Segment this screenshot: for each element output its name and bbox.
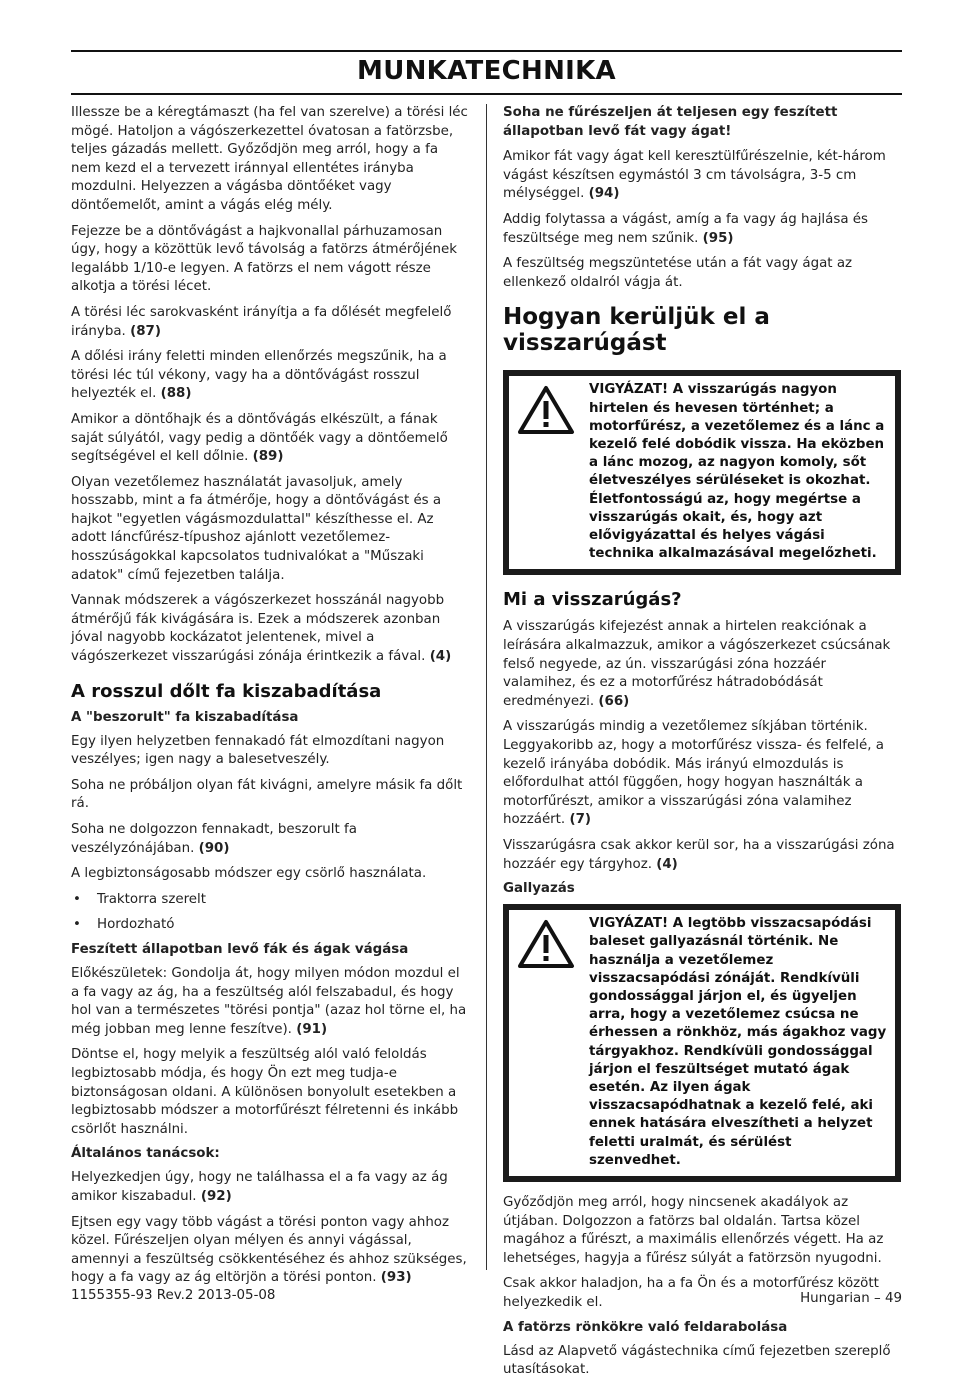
right-column	[503, 104, 901, 1387]
paragraph: A feszültség megszüntetése után a fát vagy ágat az ellenkező oldalról vágja át.	[503, 256, 853, 290]
figure-ref: (89)	[252, 449, 284, 465]
warning-text: VIGYÁZAT! A visszarúgás nagyon hirtelen és hevesen történhet; a motorfűrész, a vezetőlemez és a lánc a kezelő felé dobódik vissza. Ha eközben a lánc mozog, az nagyon komoly, sőt életveszélyes sérüléseket is okozhat. Életfontosságú az, hogy megértse a visszarúgás okait, és, hogy azt elővigyázattal és helyes vágási technika alkalmazásával megelőzheti.	[589, 382, 885, 562]
section-heading: A rosszul dőlt fa kiszabadítása	[71, 680, 382, 702]
main-heading: Hogyan kerüljük el a visszarúgást	[503, 304, 770, 357]
bullet-list	[71, 891, 469, 935]
paragraph: Visszarúgásra csak akkor kerül sor, ha a visszarúgási zóna hozzáér egy tárgyhoz. (4)	[503, 837, 895, 872]
figure-ref: (66)	[598, 693, 630, 709]
figure-ref: (91)	[296, 1021, 328, 1037]
paragraph: A visszarúgás mindig a vezetőlemez síkjában történik. Leggyakoribb az, hogy a motorfűrész vissza- és felfelé, a kezelő irányába dobódik. Más irányú elmozdulás is előfordulhat attól függően, hogy hogyan használták a motorfűrészt, amikor a visszarúgási zóna valamihez hozzáért. (7)	[503, 719, 884, 828]
figure-ref: (92)	[200, 1188, 232, 1204]
subsection-heading: Általános tanácsok:	[71, 1146, 220, 1162]
paragraph: Olyan vezetőlemez használatát javasoljuk, amely hosszabb, mint a fa átmérője, hogy a döntővágást és a hajkot "egyetlen vágásmozdulattal" készíthesse el. Az adott láncfűrész-típushoz ajánlott vezetőlemez-hosszúságokkal kapcsolatos tudnivalókat a "Műszaki adatok" című fejezetben találja.	[71, 474, 442, 583]
header-rule-top	[71, 50, 902, 52]
footer-doc-id: 1155355-93 Rev.2 2013-05-08	[71, 1288, 276, 1303]
paragraph: Soha ne próbáljon olyan fát kivágni, amelyre másik fa dőlt rá.	[71, 777, 463, 812]
figure-ref: (87)	[130, 323, 161, 339]
warning-text: VIGYÁZAT! A legtöbb visszacsapódási baleset gallyazásnál történik. Ne használja a vezetőlemez visszacsapódási zónáját. Rendkívüli gondossággal járjon el, és ügyeljen arra, hogy a vezetőlemez csúcsa ne érhessen a rönkhöz, más ágakhoz vagy tárgyakhoz. Rendkívüli gondossággal járjon el feszültséget mutató ágak esetén. Az ilyen ágak visszacsapódhatnak a kezelő felé, aki ennek hatására elveszítheti a helyzet feletti uralmát, és sérülést szenvedhet.	[589, 916, 887, 1168]
column-divider	[486, 104, 487, 1270]
paragraph: Illessze be a kéregtámaszt (ha fel van szerelve) a törési léc mögé. Hatoljon a vágószerkezettel óvatosan a fatörzsbe, teljes gázadás mellett. Győződjön meg arról, hogy a fa nem kezd el a tervezett iránnyal ellentétes irányba mozdulni. Helyezzen a vágásba döntőéket vagy döntőemelőt, amint a vágás elég mély.	[71, 105, 468, 213]
footer-page-info: Hungarian – 49	[800, 1291, 902, 1306]
paragraph: A visszarúgás kifejezést annak a hirtelen reakciónak a leírására alkalmazzuk, amikor a vágószerkezet csúcsának felső negyede, az ún. visszarúgási zóna hozzáér valamihez, és ez a motorfűrész hátradobódását eredményezi. (66)	[503, 619, 891, 709]
paragraph: Döntse el, hogy melyik a feszültség alól való feloldás legbiztosabb módja, és hogy Ön ezt meg tudja-e biztonságosan oldani. A különösen bonyolult esetekben a legbiztosabb módszer a motorfűrészt félretenni és inkább csörlőt használni.	[71, 1047, 459, 1137]
section-heading: Mi a visszarúgás?	[503, 589, 682, 611]
paragraph: Fejezze be a döntővágást a hajkvonallal párhuzamosan úgy, hogy a közöttük levő távolság a fatörzs átmérőjének legalább 1/10-e legyen. A fatörzs el nem vágott része alkotja a törési lécet.	[71, 223, 457, 295]
subsection-heading: A "beszorult" fa kiszabadítása	[71, 709, 299, 725]
figure-ref: (93)	[380, 1270, 412, 1286]
page-title: MUNKATECHNIKA	[357, 56, 616, 86]
list-item: • Traktorra szerelt	[71, 891, 469, 910]
header-rule-bottom	[71, 93, 902, 95]
list-item: • Hordozható	[71, 916, 469, 935]
figure-ref: (88)	[160, 386, 192, 402]
subsection-heading: A fatörzs rönkökre való feldarabolása	[503, 1319, 788, 1335]
warning-triangle-icon	[517, 915, 589, 1170]
figure-ref: (7)	[569, 812, 592, 828]
paragraph: A törési léc sarokvasként irányítja a fa dőlését megfelelő irányba. (87)	[71, 304, 452, 339]
left-column	[71, 104, 469, 1295]
figure-ref: (90)	[198, 840, 230, 856]
warning-triangle-icon	[517, 381, 589, 563]
paragraph: Győződjön meg arról, hogy nincsenek akadályok az útjában. Dolgozzon a fatörzs bal oldalán. Tartsa közel magához a fűrészt, a maximális ellenőrzés végett. Ha az lehetséges, hagyja a fűrész súlyát a fatörzsön nyugodni.	[503, 1194, 884, 1266]
paragraph: Előkészületek: Gondolja át, hogy milyen módon mozdul el a fa vagy az ág, ha a feszültség alól felszabadul, és hogy hol van a természetes "törési pontja" (azaz hol törne el, ha még jobban meg lenne feszítve). (91)	[71, 965, 467, 1037]
paragraph: Lásd az Alapvető vágástechnika című fejezetben szereplő utasításokat.	[503, 1343, 891, 1378]
paragraph: A legbiztonságosabb módszer egy csörlő használata.	[71, 866, 427, 882]
paragraph: Egy ilyen helyzetben fennakadó fát elmozdítani nagyon veszélyes; igen nagy a balesetveszély.	[71, 733, 445, 768]
paragraph: Addig folytassa a vágást, amíg a fa vagy ág hajlása és feszültsége meg nem szűnik. (95)	[503, 211, 868, 246]
figure-ref: (94)	[588, 186, 620, 202]
paragraph: Amikor a döntőhajk és a döntővágás elkészült, a fának saját súlyától, vagy pedig a döntőék vagy a döntőemelő segítségével el kell dőlnie. (89)	[71, 411, 448, 465]
paragraph: Csak akkor haladjon, ha a fa Ön és a motorfűrész között helyezkedik el.	[503, 1276, 879, 1310]
paragraph: Soha ne dolgozzon fennakadt, beszorult fa veszélyzónájában. (90)	[71, 822, 357, 856]
paragraph: Helyezkedjen úgy, hogy ne találhassa el a fa vagy az ág amikor kiszabadul. (92)	[71, 1170, 448, 1204]
warning-box	[503, 904, 901, 1182]
figure-ref: (95)	[702, 230, 734, 246]
warning-box	[503, 370, 901, 575]
subsection-heading: Feszített állapotban levő fák és ágak vágása	[71, 941, 409, 957]
paragraph: Amikor fát vagy ágat kell keresztülfűrészelnie, két-három vágást készítsen egymástól 3 cm távolságra, 3-5 cm mélységgel. (94)	[503, 149, 886, 202]
figure-ref: (4)	[429, 649, 452, 665]
subsection-heading: Gallyazás	[503, 881, 575, 897]
figure-ref: (4)	[656, 856, 678, 872]
paragraph: A dőlési irány feletti minden ellenőrzés megszűnik, ha a törési léc túl vékony, vagy ha a döntővágást rosszul helyezték el. (88)	[71, 349, 447, 402]
paragraph: Vannak módszerek a vágószerkezet hosszánál nagyobb átmérőjű fák kivágására is. Ezek a módszerek azonban jóval nagyobb kockázatot jelentenek, mivel a vágószerkezet visszarúgási zónája érintkezik a fával. (4)	[71, 593, 452, 665]
paragraph: Ejtsen egy vagy több vágást a törési ponton vagy ahhoz közel. Fűrészeljen olyan mélyen és annyi vágással, amennyi a feszültség csökkentéséhez és ahhoz szükséges, hogy a fa vagy az ág eltörjön a törési ponton. (93)	[71, 1214, 467, 1286]
paragraph: Soha ne fűrészeljen át teljesen egy feszített állapotban levő fát vagy ágat!	[503, 105, 838, 139]
